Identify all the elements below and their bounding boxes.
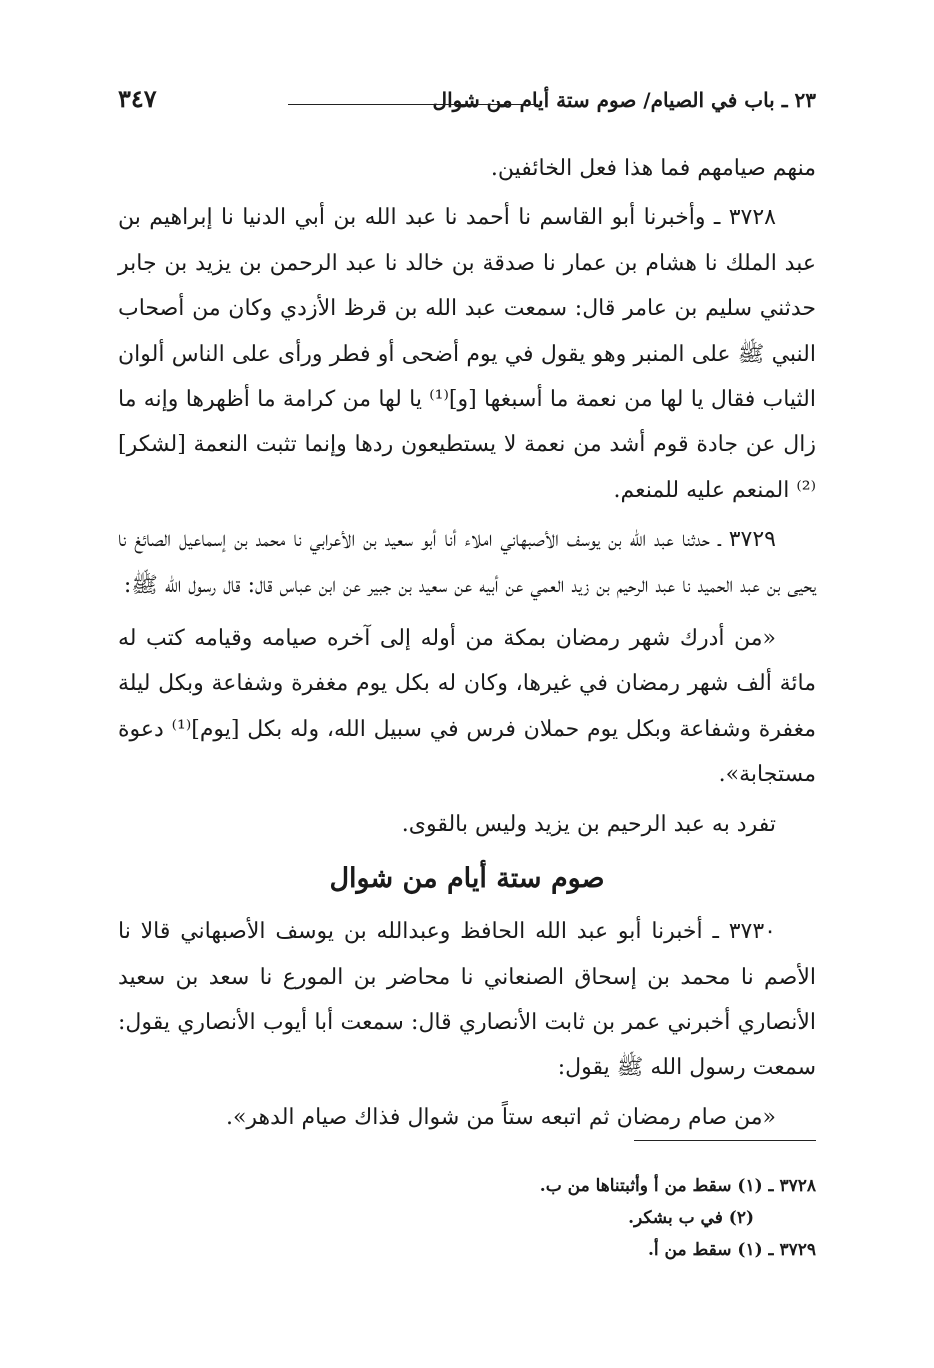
footnote-3: ٣٧٢٩ ـ (١) سقط من أ. — [647, 1240, 816, 1260]
paragraph-continuation: منهم صيامهم فما هذا فعل الخائفين. — [490, 156, 816, 181]
hadith-3728: ٣٧٢٨ ـ وأخبرنا أبو القاسم نا أحمد نا عبد الله بن أبي الدنيا نا إبراهيم بن عبد الملك نا هشام بن عمار نا صدقة بن خالد نا عبد الرحمن بن يزيد بن جابر حدثني سليم بن عامر قال: سمعت عبد الله بن قرظ الأزدي وكان من أصحاب النبي ﷺ على المنبر وهو يقول في يوم أضحى أو فطر ورأى على الناس ألوان الثياب فقال يا لها من نعمة ما أسبغها [و]⁽¹⁾ يا لها من كرامة ما أظهرها وإنه ما زال عن جادة قوم أشد من نعمة لا يستطيعون ردها وإنما تثبت النعمة [لشكر]⁽²⁾ المنعم عليه للمنعم. — [118, 205, 816, 503]
footnote-rule — [634, 1140, 816, 1141]
section-title: صوم ستة أيام من شوال — [329, 863, 605, 895]
footnotes — [216, 1170, 816, 1266]
hadith-3729-comment: تفرد به عبد الرحيم بن يزيد وليس بالقوى. — [401, 811, 776, 837]
footnote-1: ٣٧٢٨ ـ (١) سقط من أ وأثبتناها من ب. — [539, 1176, 816, 1196]
hadith-3730: ٣٧٣٠ ـ أخبرنا أبو عبد الله الحافظ وعبدالله بن يوسف الأصبهاني قالا نا الأصم نا محمد بن إسحاق الصنعاني نا محاضر بن المورع نا سعد بن سعيد الأنصاري أخبرني عمر بن ثابت الأنصاري قال: سمعت أبا أيوب الأنصاري يقول: سمعت رسول الله ﷺ يقول: — [118, 919, 816, 1081]
header-title: ٢٣ ـ باب في الصيام/ صوم ستة أيام من شوال — [432, 88, 816, 112]
page-number: ٣٤٧ — [118, 84, 157, 113]
main-text — [118, 146, 816, 1140]
hadith-3729-quote: «من أدرك شهر رمضان بمكة من أوله إلى آخره صيامه وقيامه كتب له مائة ألف شهر رمضان في غيرها، وكان له بكل يوم مغفرة وشفاعة وبكل ليلة مغفرة وشفاعة وبكل يوم حملان فرس في سبيل الله، وله بكل [يوم]⁽¹⁾ دعوة مستجابة». — [118, 626, 816, 788]
footnote-2: (٢) في ب بشكر. — [628, 1208, 754, 1228]
running-header — [118, 78, 816, 118]
hadith-3730-quote: «من صام رمضان ثم اتبعه ستاً من شوال فذاك صيام الدهر». — [225, 1104, 776, 1130]
hadith-3729: ٣٧٢٩ ـ حدثنا عبد الله بن يوسف الأصبهاني املاء أنا أبو سعيد بن الأعرابي نا محمد بن إسماعيل الصائغ نا يحيى بن عبد الحميد نا عبد الرحيم بن زيد العمي عن أبيه عن سعيد بن جبير عن ابن عباس قال: قال رسول الله ﷺ: — [118, 527, 816, 598]
header-rule — [288, 104, 538, 105]
